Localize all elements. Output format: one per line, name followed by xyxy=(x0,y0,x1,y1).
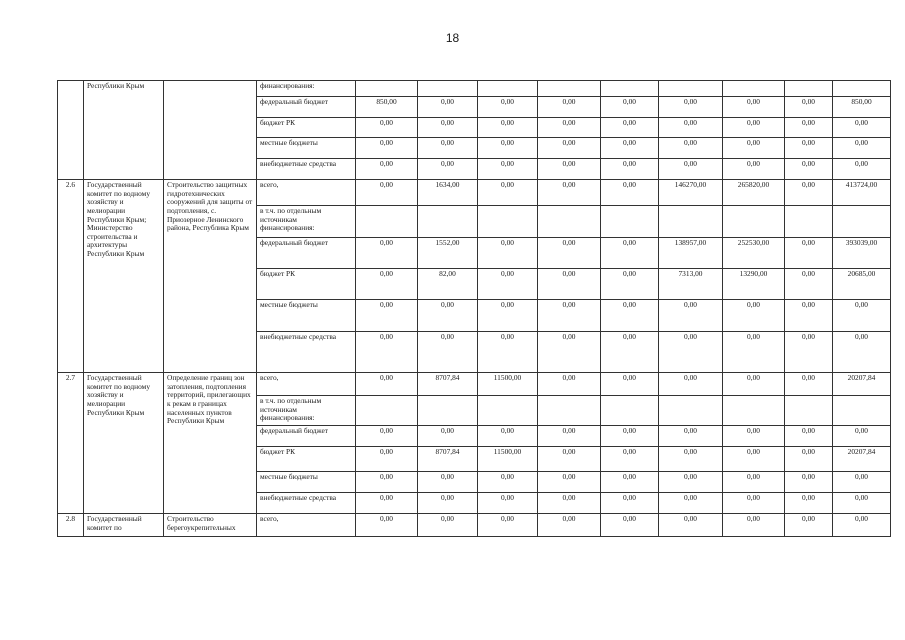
year-value-cell: 0,00 xyxy=(723,159,785,180)
item-number-cell: 2.6 xyxy=(58,180,84,373)
year-value-cell: 0,00 xyxy=(659,331,723,373)
year-value-cell xyxy=(356,396,418,426)
year-value-cell: 0,00 xyxy=(785,373,833,396)
year-value-cell: 0,00 xyxy=(356,331,418,373)
year-value-cell: 0,00 xyxy=(478,159,538,180)
funding-source-cell: бюджет РК xyxy=(257,117,356,138)
year-value-cell: 0,00 xyxy=(659,426,723,447)
year-value-cell: 0,00 xyxy=(723,138,785,159)
year-value-cell: 0,00 xyxy=(659,138,723,159)
total-value-cell: 0,00 xyxy=(833,331,891,373)
year-value-cell: 0,00 xyxy=(601,268,659,299)
year-value-cell: 0,00 xyxy=(356,472,418,493)
executor-cell: Государственный комитет по xyxy=(84,513,164,536)
funding-source-cell: в т.ч. по отдельным источникам финансирования: xyxy=(257,396,356,426)
year-value-cell: 0,00 xyxy=(601,96,659,117)
funding-source-cell: бюджет РК xyxy=(257,268,356,299)
year-value-cell: 0,00 xyxy=(723,300,785,331)
year-value-cell: 0,00 xyxy=(538,373,601,396)
year-value-cell xyxy=(785,206,833,237)
year-value-cell: 0,00 xyxy=(601,513,659,536)
year-value-cell: 0,00 xyxy=(418,138,478,159)
year-value-cell: 11500,00 xyxy=(478,373,538,396)
year-value-cell xyxy=(356,81,418,97)
year-value-cell: 0,00 xyxy=(418,117,478,138)
total-value-cell: 0,00 xyxy=(833,138,891,159)
executor-cell: Республики Крым xyxy=(84,81,164,180)
year-value-cell: 0,00 xyxy=(785,447,833,472)
year-value-cell xyxy=(601,206,659,237)
table-row xyxy=(58,81,891,97)
total-value-cell: 20685,00 xyxy=(833,268,891,299)
executor-cell: Государственный комитет по водному хозяйству и мелиорации Республики Крым xyxy=(84,373,164,514)
year-value-cell: 8707,84 xyxy=(418,447,478,472)
year-value-cell: 252530,00 xyxy=(723,237,785,268)
funding-source-cell: местные бюджеты xyxy=(257,300,356,331)
year-value-cell: 0,00 xyxy=(418,300,478,331)
year-value-cell: 0,00 xyxy=(723,513,785,536)
year-value-cell: 0,00 xyxy=(659,300,723,331)
year-value-cell: 0,00 xyxy=(538,331,601,373)
year-value-cell: 0,00 xyxy=(601,472,659,493)
year-value-cell: 0,00 xyxy=(785,237,833,268)
year-value-cell xyxy=(418,81,478,97)
year-value-cell: 0,00 xyxy=(785,138,833,159)
year-value-cell: 0,00 xyxy=(538,300,601,331)
year-value-cell: 0,00 xyxy=(601,138,659,159)
total-value-cell: 0,00 xyxy=(833,493,891,514)
year-value-cell: 0,00 xyxy=(785,331,833,373)
item-number-cell: 2.7 xyxy=(58,373,84,514)
total-value-cell: 413724,00 xyxy=(833,180,891,206)
year-value-cell: 0,00 xyxy=(356,159,418,180)
year-value-cell: 0,00 xyxy=(785,268,833,299)
year-value-cell: 138957,00 xyxy=(659,237,723,268)
year-value-cell: 0,00 xyxy=(538,447,601,472)
year-value-cell: 0,00 xyxy=(418,96,478,117)
year-value-cell: 0,00 xyxy=(478,426,538,447)
year-value-cell: 0,00 xyxy=(723,493,785,514)
total-value-cell xyxy=(833,206,891,237)
year-value-cell: 0,00 xyxy=(478,138,538,159)
year-value-cell: 0,00 xyxy=(538,268,601,299)
year-value-cell: 0,00 xyxy=(785,472,833,493)
year-value-cell: 0,00 xyxy=(356,180,418,206)
total-value-cell xyxy=(833,81,891,97)
year-value-cell: 1552,00 xyxy=(418,237,478,268)
year-value-cell: 0,00 xyxy=(418,331,478,373)
year-value-cell xyxy=(785,81,833,97)
year-value-cell: 1634,00 xyxy=(418,180,478,206)
year-value-cell: 0,00 xyxy=(356,300,418,331)
year-value-cell xyxy=(723,81,785,97)
total-value-cell: 0,00 xyxy=(833,426,891,447)
year-value-cell: 0,00 xyxy=(418,159,478,180)
year-value-cell: 0,00 xyxy=(538,513,601,536)
year-value-cell: 0,00 xyxy=(785,300,833,331)
year-value-cell: 0,00 xyxy=(601,117,659,138)
year-value-cell: 0,00 xyxy=(478,300,538,331)
funding-source-cell: внебюджетные средства xyxy=(257,331,356,373)
year-value-cell: 0,00 xyxy=(356,117,418,138)
year-value-cell: 0,00 xyxy=(478,237,538,268)
year-value-cell: 0,00 xyxy=(659,513,723,536)
year-value-cell: 0,00 xyxy=(356,447,418,472)
year-value-cell: 0,00 xyxy=(723,373,785,396)
funding-source-cell: всего, xyxy=(257,513,356,536)
year-value-cell: 0,00 xyxy=(478,513,538,536)
year-value-cell: 0,00 xyxy=(418,472,478,493)
year-value-cell: 0,00 xyxy=(356,237,418,268)
year-value-cell: 13290,00 xyxy=(723,268,785,299)
year-value-cell: 0,00 xyxy=(478,493,538,514)
year-value-cell: 0,00 xyxy=(538,237,601,268)
year-value-cell: 11500,00 xyxy=(478,447,538,472)
year-value-cell xyxy=(478,396,538,426)
funding-source-cell: бюджет РК xyxy=(257,447,356,472)
funding-source-cell: всего, xyxy=(257,180,356,206)
year-value-cell: 0,00 xyxy=(723,117,785,138)
year-value-cell xyxy=(659,396,723,426)
total-value-cell: 0,00 xyxy=(833,513,891,536)
year-value-cell: 0,00 xyxy=(723,472,785,493)
year-value-cell: 0,00 xyxy=(785,96,833,117)
year-value-cell: 0,00 xyxy=(356,493,418,514)
year-value-cell: 0,00 xyxy=(601,159,659,180)
year-value-cell: 8707,84 xyxy=(418,373,478,396)
year-value-cell: 0,00 xyxy=(478,117,538,138)
year-value-cell: 0,00 xyxy=(356,513,418,536)
table-row xyxy=(58,513,891,536)
year-value-cell: 0,00 xyxy=(356,426,418,447)
year-value-cell: 0,00 xyxy=(538,472,601,493)
event-cell xyxy=(164,81,257,180)
year-value-cell: 0,00 xyxy=(601,426,659,447)
year-value-cell: 0,00 xyxy=(723,426,785,447)
event-cell: Строительство берегоукрепительных xyxy=(164,513,257,536)
year-value-cell: 0,00 xyxy=(723,447,785,472)
financing-table xyxy=(57,80,891,537)
year-value-cell: 0,00 xyxy=(659,493,723,514)
year-value-cell xyxy=(538,206,601,237)
year-value-cell: 0,00 xyxy=(538,493,601,514)
year-value-cell: 0,00 xyxy=(601,331,659,373)
year-value-cell: 0,00 xyxy=(538,117,601,138)
year-value-cell: 0,00 xyxy=(478,331,538,373)
year-value-cell: 0,00 xyxy=(356,373,418,396)
year-value-cell: 0,00 xyxy=(601,373,659,396)
table-row xyxy=(58,373,891,396)
funding-source-cell: федеральный бюджет xyxy=(257,237,356,268)
year-value-cell: 0,00 xyxy=(538,96,601,117)
year-value-cell xyxy=(785,396,833,426)
year-value-cell xyxy=(659,206,723,237)
funding-source-cell: местные бюджеты xyxy=(257,138,356,159)
year-value-cell: 82,00 xyxy=(418,268,478,299)
item-number-cell xyxy=(58,81,84,180)
year-value-cell: 0,00 xyxy=(418,513,478,536)
event-cell: Строительство защитных гидротехнических сооружений для защиты от подтопления, с. Приозерное Ленинского района, Республика Крым xyxy=(164,180,257,373)
item-number-cell: 2.8 xyxy=(58,513,84,536)
funding-source-cell: внебюджетные средства xyxy=(257,159,356,180)
year-value-cell: 0,00 xyxy=(601,300,659,331)
year-value-cell xyxy=(478,206,538,237)
event-cell: Определение границ зон затопления, подтопления территорий, прилегающих к рекам в границах населенных пунктов Республики Крым xyxy=(164,373,257,514)
year-value-cell: 0,00 xyxy=(538,426,601,447)
year-value-cell: 0,00 xyxy=(538,159,601,180)
total-value-cell: 20207,84 xyxy=(833,447,891,472)
year-value-cell xyxy=(418,396,478,426)
year-value-cell: 0,00 xyxy=(478,180,538,206)
funding-source-cell: финансирования: xyxy=(257,81,356,97)
funding-source-cell: федеральный бюджет xyxy=(257,426,356,447)
year-value-cell xyxy=(601,81,659,97)
year-value-cell: 0,00 xyxy=(785,159,833,180)
executor-cell: Государственный комитет по водному хозяйству и мелиорации Республики Крым; Министерство строительства и архитектуры Республики Крым xyxy=(84,180,164,373)
year-value-cell: 0,00 xyxy=(478,268,538,299)
year-value-cell: 0,00 xyxy=(785,426,833,447)
year-value-cell: 0,00 xyxy=(659,159,723,180)
funding-source-cell: в т.ч. по отдельным источникам финансирования: xyxy=(257,206,356,237)
year-value-cell: 146270,00 xyxy=(659,180,723,206)
year-value-cell: 0,00 xyxy=(478,96,538,117)
year-value-cell xyxy=(723,396,785,426)
year-value-cell: 0,00 xyxy=(659,96,723,117)
year-value-cell xyxy=(418,206,478,237)
year-value-cell: 0,00 xyxy=(601,447,659,472)
year-value-cell xyxy=(538,396,601,426)
table-row xyxy=(58,180,891,206)
year-value-cell: 0,00 xyxy=(601,493,659,514)
total-value-cell: 0,00 xyxy=(833,472,891,493)
year-value-cell: 0,00 xyxy=(418,426,478,447)
year-value-cell xyxy=(601,396,659,426)
year-value-cell: 7313,00 xyxy=(659,268,723,299)
total-value-cell: 0,00 xyxy=(833,117,891,138)
year-value-cell: 0,00 xyxy=(601,180,659,206)
year-value-cell: 0,00 xyxy=(659,472,723,493)
year-value-cell xyxy=(478,81,538,97)
year-value-cell xyxy=(723,206,785,237)
year-value-cell: 0,00 xyxy=(538,180,601,206)
total-value-cell: 850,00 xyxy=(833,96,891,117)
year-value-cell xyxy=(659,81,723,97)
year-value-cell: 0,00 xyxy=(785,493,833,514)
year-value-cell: 0,00 xyxy=(478,472,538,493)
total-value-cell: 0,00 xyxy=(833,300,891,331)
funding-source-cell: всего, xyxy=(257,373,356,396)
year-value-cell xyxy=(538,81,601,97)
total-value-cell: 0,00 xyxy=(833,159,891,180)
funding-source-cell: местные бюджеты xyxy=(257,472,356,493)
year-value-cell: 0,00 xyxy=(659,117,723,138)
year-value-cell: 850,00 xyxy=(356,96,418,117)
year-value-cell: 0,00 xyxy=(356,138,418,159)
year-value-cell: 0,00 xyxy=(601,237,659,268)
total-value-cell xyxy=(833,396,891,426)
year-value-cell: 0,00 xyxy=(785,513,833,536)
year-value-cell: 0,00 xyxy=(785,180,833,206)
total-value-cell: 393039,00 xyxy=(833,237,891,268)
year-value-cell: 0,00 xyxy=(418,493,478,514)
total-value-cell: 20207,84 xyxy=(833,373,891,396)
page-number: 18 xyxy=(445,31,460,45)
year-value-cell: 0,00 xyxy=(723,331,785,373)
year-value-cell: 0,00 xyxy=(659,373,723,396)
funding-source-cell: федеральный бюджет xyxy=(257,96,356,117)
funding-source-cell: внебюджетные средства xyxy=(257,493,356,514)
year-value-cell: 0,00 xyxy=(723,96,785,117)
year-value-cell: 265820,00 xyxy=(723,180,785,206)
year-value-cell: 0,00 xyxy=(785,117,833,138)
year-value-cell: 0,00 xyxy=(538,138,601,159)
year-value-cell: 0,00 xyxy=(659,447,723,472)
year-value-cell: 0,00 xyxy=(356,268,418,299)
year-value-cell xyxy=(356,206,418,237)
